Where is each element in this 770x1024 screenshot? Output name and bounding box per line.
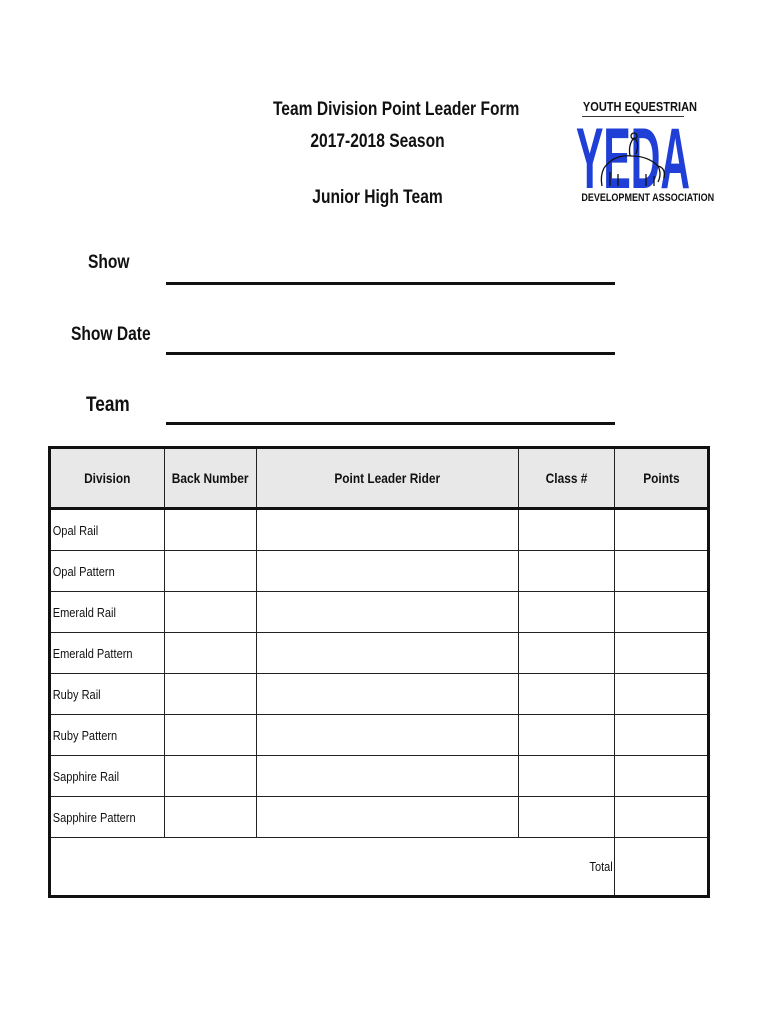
rider-cell[interactable] [256, 797, 518, 838]
header-point-leader-rider: Point Leader Rider [256, 448, 518, 509]
division-label: Ruby Rail [52, 686, 101, 702]
form-header [250, 94, 520, 214]
back-number-cell[interactable] [165, 756, 256, 797]
header-class-number: Class # [518, 448, 614, 509]
points-cell[interactable] [615, 756, 709, 797]
points-cell[interactable] [615, 592, 709, 633]
points-cell[interactable] [615, 551, 709, 592]
table-row [50, 797, 709, 838]
table-row [50, 756, 709, 797]
header-points: Points [615, 448, 709, 509]
total-points-cell[interactable] [615, 838, 709, 897]
total-row [50, 838, 709, 897]
division-label: Sapphire Rail [52, 768, 120, 784]
rider-cell[interactable] [256, 715, 518, 756]
division-cell [50, 674, 165, 715]
division-label: Emerald Pattern [52, 645, 133, 661]
show-date-label: Show Date [71, 324, 151, 345]
class-number-cell[interactable] [518, 715, 614, 756]
points-cell[interactable] [615, 674, 709, 715]
points-cell[interactable] [615, 715, 709, 756]
table-row [50, 715, 709, 756]
division-cell [50, 756, 165, 797]
division-cell [50, 509, 165, 551]
table-row [50, 633, 709, 674]
back-number-cell[interactable] [165, 715, 256, 756]
logo-letters: YEDA [576, 116, 690, 192]
total-label-cell [50, 838, 615, 897]
yeda-logo [574, 99, 715, 209]
class-number-cell[interactable] [518, 756, 614, 797]
header-division: Division [50, 448, 165, 509]
division-cell [50, 592, 165, 633]
class-number-cell[interactable] [518, 551, 614, 592]
rider-cell[interactable] [256, 592, 518, 633]
class-number-cell[interactable] [518, 633, 614, 674]
show-input-line[interactable] [166, 282, 615, 285]
table-header-row [50, 448, 709, 509]
logo-letters-graphic [574, 116, 692, 192]
back-number-cell[interactable] [165, 797, 256, 838]
division-cell [50, 797, 165, 838]
division-cell [50, 633, 165, 674]
back-number-cell[interactable] [165, 592, 256, 633]
show-date-input-line[interactable] [166, 352, 615, 355]
total-label: Total [588, 859, 613, 874]
team-label: Team [86, 393, 130, 416]
division-label: Opal Rail [52, 522, 99, 538]
class-number-cell[interactable] [518, 592, 614, 633]
point-leader-table [48, 446, 710, 898]
rider-cell[interactable] [256, 633, 518, 674]
division-cell [50, 551, 165, 592]
division-label: Sapphire Pattern [52, 809, 136, 825]
points-cell[interactable] [615, 633, 709, 674]
team-input-line[interactable] [166, 422, 615, 425]
division-label: Ruby Pattern [52, 727, 118, 743]
header-back-number: Back Number [165, 448, 256, 509]
division-cell [50, 715, 165, 756]
points-cell[interactable] [615, 797, 709, 838]
table-row [50, 551, 709, 592]
class-number-cell[interactable] [518, 674, 614, 715]
back-number-cell[interactable] [165, 674, 256, 715]
rider-cell[interactable] [256, 756, 518, 797]
rider-cell[interactable] [256, 509, 518, 551]
rider-cell[interactable] [256, 674, 518, 715]
back-number-cell[interactable] [165, 551, 256, 592]
table-row [50, 592, 709, 633]
logo-bottom-text: DEVELOPMENT ASSOCIATION [581, 192, 715, 204]
points-cell[interactable] [615, 509, 709, 551]
team-type-label: Junior High Team [312, 187, 443, 208]
back-number-cell[interactable] [165, 509, 256, 551]
table-row [50, 674, 709, 715]
class-number-cell[interactable] [518, 509, 614, 551]
back-number-cell[interactable] [165, 633, 256, 674]
division-label: Opal Pattern [52, 563, 115, 579]
table-row [50, 509, 709, 551]
form-title: Team Division Point Leader Form [272, 99, 520, 120]
logo-top-text: YOUTH EQUESTRIAN [582, 99, 698, 114]
class-number-cell[interactable] [518, 797, 614, 838]
rider-cell[interactable] [256, 551, 518, 592]
division-label: Emerald Rail [52, 604, 116, 620]
show-label: Show [88, 252, 130, 273]
season-label: 2017-2018 Season [310, 131, 445, 152]
